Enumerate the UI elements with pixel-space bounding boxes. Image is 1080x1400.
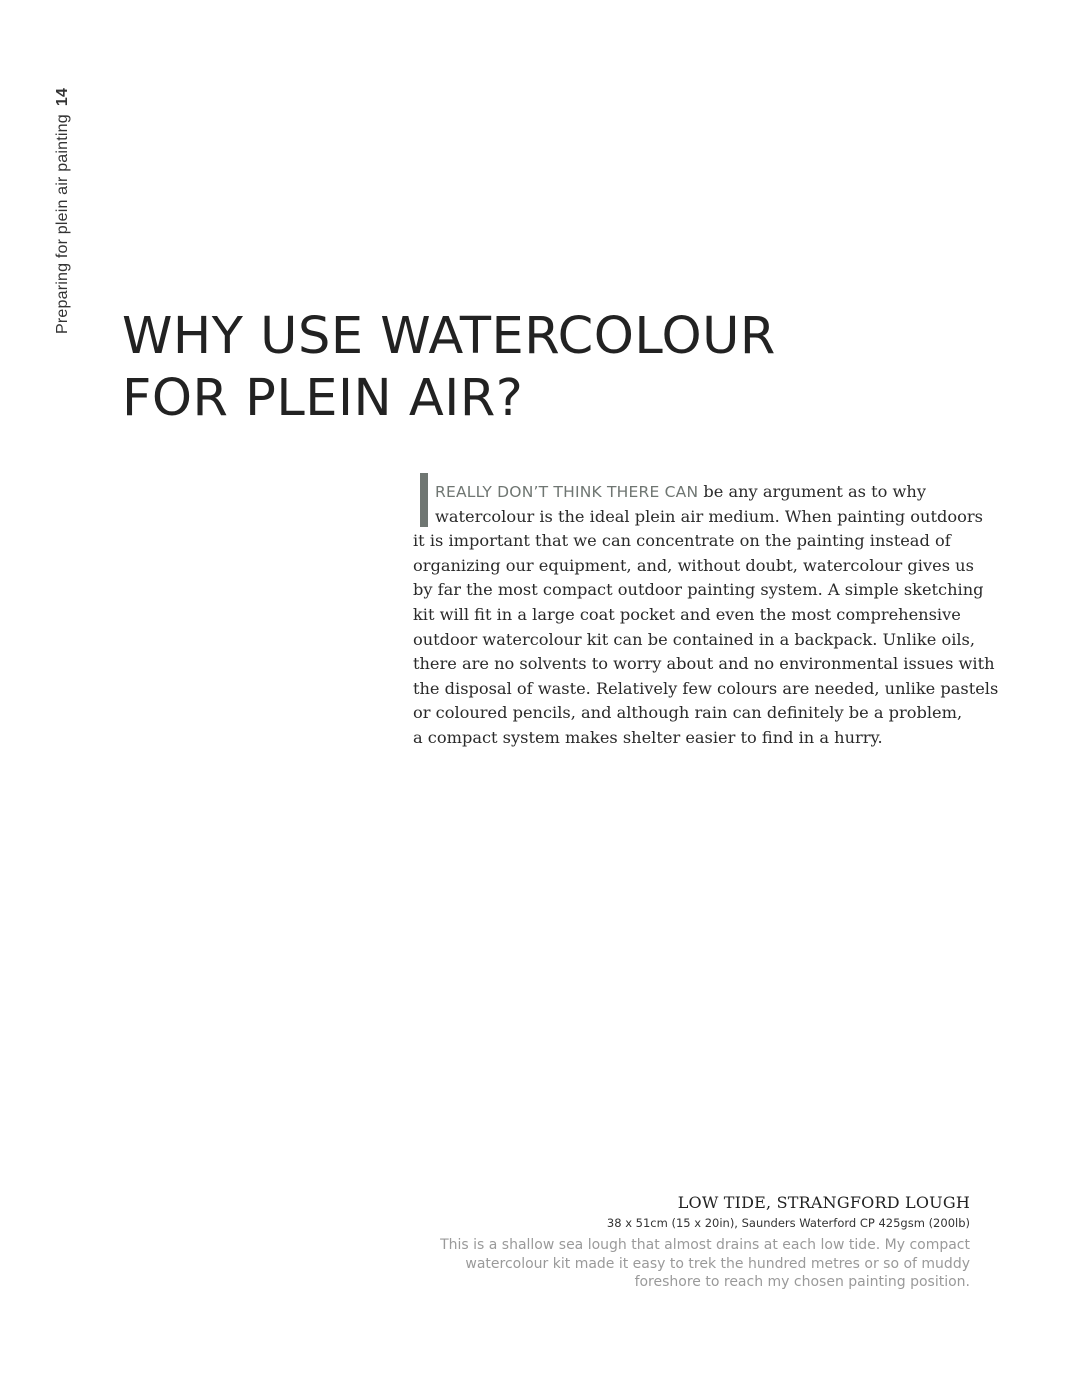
running-head-section: Preparing for plein air painting [54,114,71,334]
caption-line: foreshore to reach my chosen painting position. [634,1274,970,1290]
body-line: watercolour is the ideal plein air medium. When painting outdoors [435,506,983,526]
body-paragraph [413,480,999,751]
body-line: there are no solvents to worry about and no environmental issues with [413,654,995,674]
body-line [413,480,985,505]
caption-text [440,1236,970,1292]
image-caption [440,1192,970,1292]
body-line: kit will fit in a large coat pocket and even the most comprehensive [413,604,961,624]
body-line: or coloured pencils, and although rain can definitely be a problem, [413,703,963,723]
running-head [54,88,72,334]
body-line: by far the most compact outdoor painting system. A simple sketching [413,580,984,600]
body-line: a compact system makes shelter easier to find in a hurry. [413,727,883,747]
page-title-line-1: WHY USE WATERCOLOUR [122,307,776,366]
page-title [122,306,776,430]
caption-specs: 38 x 51cm (15 x 20in), Saunders Waterford CP 425gsm (200lb) [606,1216,970,1230]
lead-in-caps: REALLY DON’T THINK THERE CAN [435,483,699,501]
body-line-text: be any argument as to why [698,482,926,501]
page-title-line-2: FOR PLEIN AIR? [122,369,524,428]
caption-line: This is a shallow sea lough that almost drains at each low tide. My compact [440,1237,970,1253]
body-line: outdoor watercolour kit can be contained in a backpack. Unlike oils, [413,629,976,649]
page-number: 14 [54,87,71,107]
body-line: organizing our equipment, and, without doubt, watercolour gives us [413,555,974,575]
caption-line: watercolour kit made it easy to trek the hundred metres or so of muddy [465,1255,970,1272]
body-line: it is important that we can concentrate on the painting instead of [413,531,951,551]
body-line: the disposal of waste. Relatively few colours are needed, unlike pastels [413,678,999,698]
caption-title: LOW TIDE, STRANGFORD LOUGH [677,1193,970,1212]
